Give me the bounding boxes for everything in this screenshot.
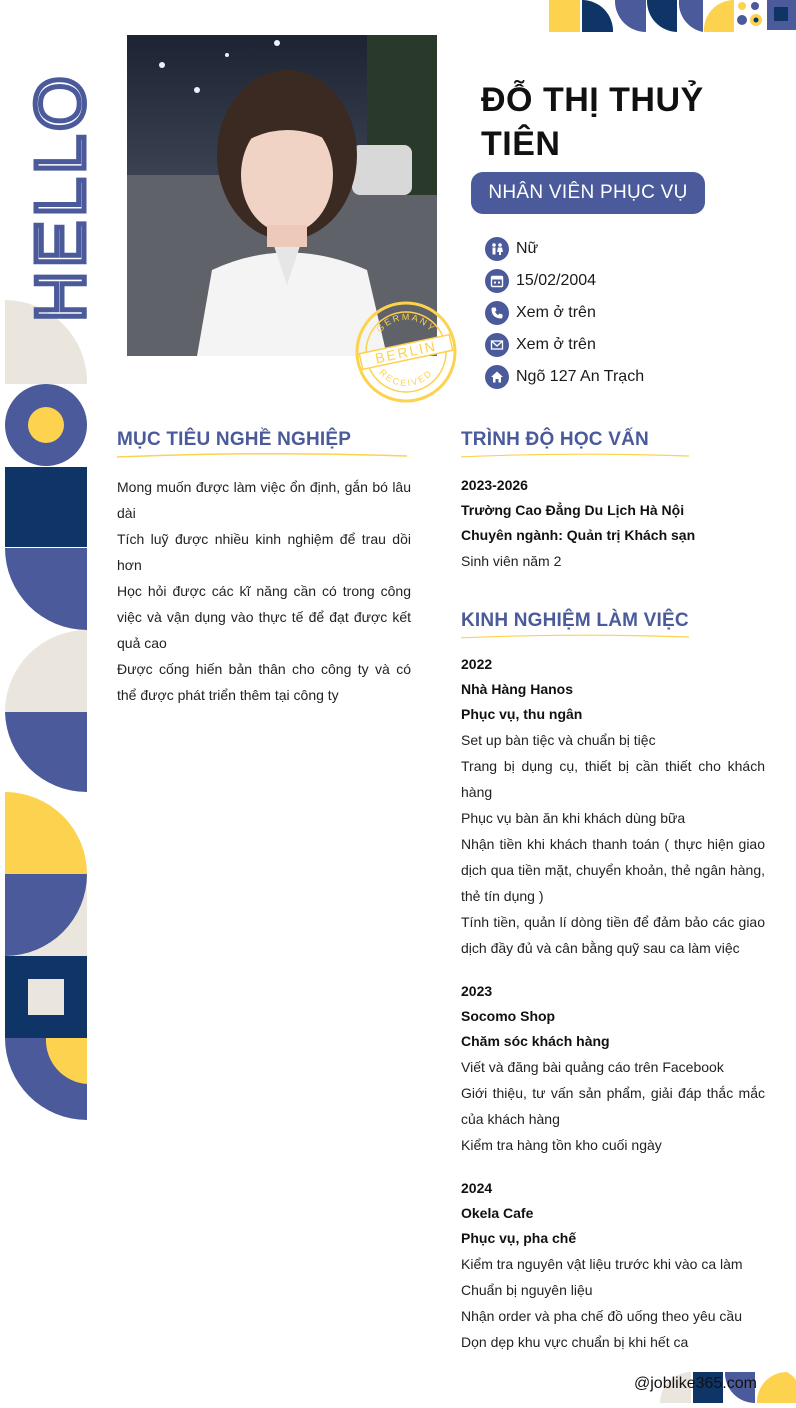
- job-duty: Viết và đăng bài quảng cáo trên Facebook: [461, 1059, 724, 1075]
- education-period: 2023-2026: [461, 477, 528, 493]
- education-title: TRÌNH ĐỘ HỌC VẤN: [461, 429, 649, 450]
- decorative-top-band: [549, 0, 796, 32]
- education-entry: [461, 473, 765, 574]
- stamp-bottom-text: RECEIVED: [377, 367, 435, 389]
- contact-row-email: [485, 329, 785, 361]
- stamp-top-text: GERMANY: [374, 311, 438, 335]
- job-duty: Kiểm tra nguyên vật liệu trước khi vào ca làm: [461, 1256, 743, 1272]
- svg-text:GERMANY: [374, 312, 437, 334]
- objective-item: Học hỏi được các kĩ năng cần có trong công việc và vận dụng vào thực tế để đạt được kết quả cao: [117, 583, 411, 651]
- education-school: Trường Cao Đẳng Du Lịch Hà Nội: [461, 502, 685, 518]
- objective-item: Mong muốn được làm việc ổn định, gắn bó lâu dài: [117, 479, 411, 521]
- job-duty: Trang bị dụng cụ, thiết bị cần thiết cho khách hàng: [461, 758, 765, 800]
- education-note: Sinh viên năm 2: [461, 553, 562, 569]
- contact-row-phone: [485, 297, 785, 329]
- contact-row-birthday: [485, 265, 785, 297]
- contact-row-gender: [485, 233, 785, 265]
- job-entry: [461, 979, 765, 1158]
- objective-list: [117, 474, 411, 708]
- job-company: Socomo Shop: [461, 1008, 556, 1024]
- objective-underline: [117, 452, 407, 460]
- objective-item: Tích luỹ được nhiều kinh nghiệm để trau dồi hơn: [117, 531, 411, 573]
- phone-text: Xem ở trên: [516, 304, 596, 321]
- job-duty: Chuẩn bị nguyên liệu: [461, 1282, 593, 1298]
- job-duty: Dọn dẹp khu vực chuẩn bị khi hết ca: [461, 1334, 689, 1350]
- objective-item: Được cống hiến bản thân cho công ty và có thể được phát triển thêm tại công ty: [117, 661, 411, 703]
- birthday-text: 15/02/2004: [516, 272, 597, 289]
- job-duties: [461, 1251, 765, 1355]
- candidate-name: ĐỖ THỊ THUỶ TIÊN: [481, 81, 704, 163]
- job-company: Okela Cafe: [461, 1205, 534, 1221]
- hello-vertical-text: [6, 60, 99, 325]
- right-column: [461, 429, 765, 1355]
- job-company: Nhà Hàng Hanos: [461, 681, 574, 697]
- svg-text:RECEIVED: [377, 367, 434, 388]
- experience-section: [461, 610, 765, 1355]
- mail-icon: [485, 333, 509, 357]
- experience-underline: [461, 633, 689, 641]
- contact-info: [485, 233, 785, 393]
- job-duty: Nhận tiền khi khách thanh toán ( thực hiện giao dịch qua tiền mặt, chuyển khoản, thẻ ngân hàng, thẻ tín dụng ): [461, 836, 765, 904]
- education-underline: [461, 452, 689, 460]
- job-year: 2022: [461, 656, 493, 672]
- job-duties: [461, 1054, 765, 1158]
- gender-icon: [485, 237, 509, 261]
- hello-text: HELLO: [21, 72, 99, 322]
- job-duty: Tính tiền, quản lí dòng tiền để đảm bảo các giao dịch đầy đủ và cân bằng quỹ sau ca làm việc: [461, 914, 765, 956]
- home-icon: [485, 365, 509, 389]
- objective-section: [117, 429, 411, 708]
- job-duty: Phục vụ bàn ăn khi khách dùng bữa: [461, 810, 686, 826]
- gender-text: Nữ: [516, 240, 539, 257]
- address-text: Ngõ 127 An Trạch: [516, 368, 645, 385]
- education-major: Chuyên ngành: Quản trị Khách sạn: [461, 527, 696, 543]
- phone-icon: [485, 301, 509, 325]
- job-duty: Kiểm tra hàng tồn kho cuối ngày: [461, 1137, 662, 1153]
- job-duty: Giới thiệu, tư vấn sản phẩm, giải đáp thắc mắc của khách hàng: [461, 1085, 765, 1127]
- objective-title: MỤC TIÊU NGHỀ NGHIỆP: [117, 429, 352, 450]
- job-duties: [461, 727, 765, 961]
- role-badge: NHÂN VIÊN PHỤC VỤ: [471, 172, 705, 214]
- job-year: 2023: [461, 983, 493, 999]
- job-duty: Set up bàn tiệc và chuẩn bị tiệc: [461, 732, 656, 748]
- job-position: Chăm sóc khách hàng: [461, 1033, 610, 1049]
- berlin-stamp: [354, 300, 458, 404]
- contact-row-address: [485, 361, 785, 393]
- footer-watermark: @joblike365.com: [634, 1375, 757, 1392]
- email-text: Xem ở trên: [516, 336, 596, 353]
- job-entry: [461, 652, 765, 961]
- job-position: Phục vụ, pha chế: [461, 1230, 577, 1246]
- calendar-icon: [485, 269, 509, 293]
- job-year: 2024: [461, 1180, 493, 1196]
- job-position: Phục vụ, thu ngân: [461, 706, 583, 722]
- job-entry: [461, 1176, 765, 1355]
- education-section: [461, 429, 765, 574]
- experience-title: KINH NGHIỆM LÀM VIỆC: [461, 610, 689, 631]
- stamp-middle-text: BERLIN: [373, 337, 439, 367]
- job-duty: Nhận order và pha chế đồ uống theo yêu cầu: [461, 1308, 742, 1324]
